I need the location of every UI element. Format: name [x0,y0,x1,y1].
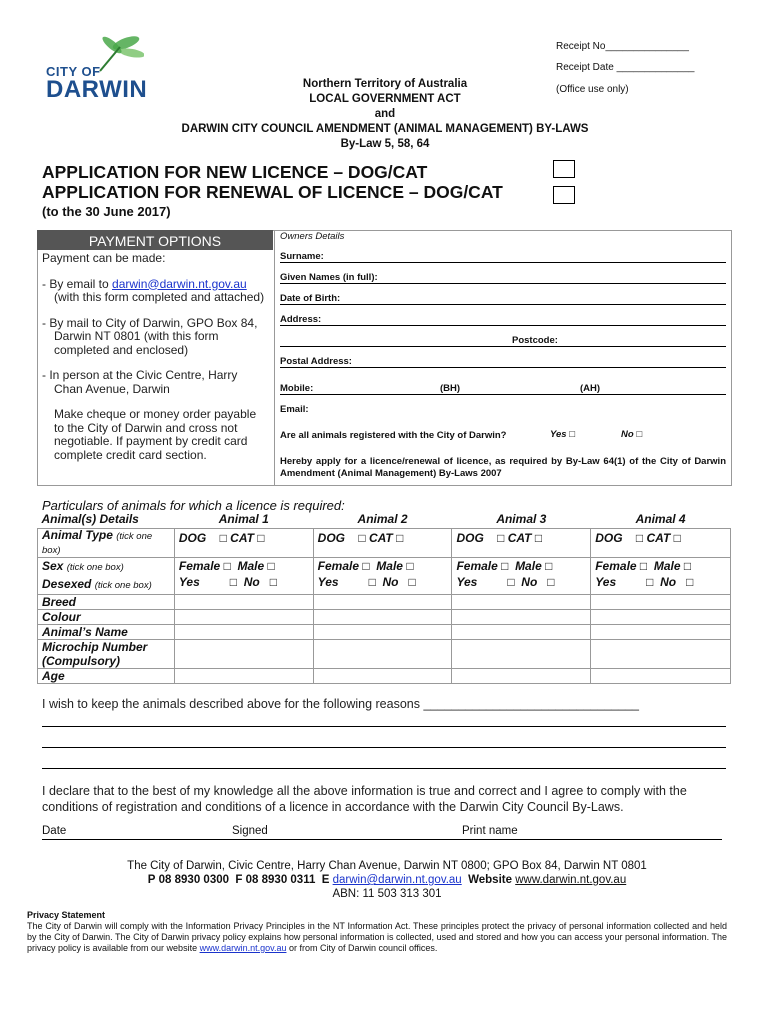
animal-4-microchip[interactable] [591,640,731,669]
reasons-text[interactable]: I wish to keep the animals described above for the following reasons _______________________________ [42,697,639,711]
owners-details-heading: Owners Details [280,231,345,242]
postal-address-field[interactable]: Postal Address: [280,356,726,368]
animal-2-heading: Animal 2 [357,512,408,526]
animal-1-breed[interactable] [174,595,313,610]
date-label: Date [42,825,67,837]
breed-row [38,595,731,610]
payment-options-heading: PAYMENT OPTIONS [37,230,273,250]
privacy-end: or from City of Darwin council offices. [286,943,438,953]
colour-label: Colour [38,610,175,625]
postcode-field[interactable]: Postcode: [280,335,726,347]
ah-label: (AH) [580,383,601,394]
animal-4-type[interactable]: DOG □ CAT □ [591,529,731,558]
animal-4-heading: Animal 4 [635,512,686,526]
surname-field[interactable]: Surname: [280,251,726,263]
hereby-apply-text: Hereby apply for a licence/renewal of licence, as required by By-Law 64(1) of the City of Darwin Amendment (Animal Management) By-Laws 2007 [280,456,726,479]
name-row [38,625,731,640]
animal-1-age[interactable] [174,669,313,684]
animal-1-colour[interactable] [174,610,313,625]
footer-contact: P 08 8930 0300 F 08 8930 0311 E darwin@darwin.nt.gov.au Website www.darwin.nt.gov.au [147,874,627,886]
privacy-statement [27,910,727,954]
payment-intro: Payment can be made: [42,251,166,265]
animal-4-name[interactable] [591,625,731,640]
footer-phone: 08 8930 0300 [158,874,230,886]
footer-address: The City of Darwin, Civic Centre, Harry Chan Avenue, Darwin NT 0800; GPO Box 84, Darwin NT 0801 [127,860,647,872]
animal-4-colour[interactable] [591,610,731,625]
header-line-2: LOCAL GOVERNMENT ACT [309,93,461,105]
payment-email: - By email to darwin@darwin.nt.gov.au (with this form completed and attached) [42,276,265,304]
email-label: Email: [280,404,309,415]
given-names-field[interactable]: Given Names (in full): [280,272,726,284]
payment-mail: - By mail to City of Darwin, GPO Box 84, Darwin NT 0801 (with this form completed and enclosed) [42,315,258,357]
animal-1-heading: Animal 1 [218,512,269,526]
dob-field[interactable]: Date of Birth: [280,293,726,305]
animal-2-colour[interactable] [313,610,452,625]
header-line-3: and [374,108,396,120]
footer-block [42,859,732,901]
breed-label: Breed [38,595,175,610]
animal-2-age[interactable] [313,669,452,684]
title-renewal-licence: APPLICATION FOR RENEWAL OF LICENCE – DOG/CAT [42,182,503,202]
sex-desexed-label: Sex (tick one box) Desexed (tick one box) [38,558,175,595]
signature-line[interactable] [42,825,722,840]
animal-3-type[interactable]: DOG □ CAT □ [452,529,591,558]
registered-yes-checkbox[interactable]: □ [569,429,575,440]
animal-4-sex-desexed[interactable]: Female □ Male □ Yes □ No □ [591,558,731,595]
reasons-line-2[interactable] [42,733,726,748]
payment-options-text [42,252,268,462]
reasons-line-3[interactable] [42,754,726,769]
animal-type-label: Animal Type (tick one box) [38,529,175,558]
new-licence-checkbox[interactable] [553,160,575,178]
reasons-line-1[interactable] [42,712,726,727]
animal-3-microchip[interactable] [452,640,591,669]
header-block [140,77,630,152]
animal-1-name[interactable] [174,625,313,640]
header-line-5: By-Law 5, 58, 64 [340,138,430,150]
animal-3-age[interactable] [452,669,591,684]
animals-table [37,512,731,684]
animal-2-sex-desexed[interactable]: Female □ Male □ Yes □ No □ [313,558,452,595]
microchip-row [38,640,731,669]
receipt-date: Receipt Date ______________ [556,62,695,73]
logo-darwin-text: DARWIN [46,76,148,103]
title-new-licence: APPLICATION FOR NEW LICENCE – DOG/CAT [42,162,428,182]
animal-1-type[interactable]: DOG □ CAT □ [174,529,313,558]
receipt-no: Receipt No_______________ [556,41,689,52]
payment-person: - In person at the Civic Centre, Harry Chan Avenue, Darwin [42,368,238,396]
registered-no-checkbox[interactable]: □ [636,429,643,440]
footer-abn: ABN: 11 503 313 301 [332,888,442,900]
bh-label: (BH) [440,383,461,394]
registered-no[interactable]: No □ [621,429,643,440]
payment-cheque: Make cheque or money order payable to the City of Darwin and cross not negotiable. If payment by credit card complete credit card section. [54,407,257,462]
animals-details-heading: Animal(s) Details [41,512,139,526]
animal-4-age[interactable] [591,669,731,684]
animal-4-breed[interactable] [591,595,731,610]
animal-3-breed[interactable] [452,595,591,610]
declaration-text: I declare that to the best of my knowledge all the above information is true and correct and I agree to comply with the conditions of registration and conditions of a licence in accordance with the Darwin City Council By-Laws. [42,784,687,814]
renewal-licence-checkbox[interactable] [553,186,575,204]
signed-label: Signed [232,825,268,837]
header-line-4: DARWIN CITY COUNCIL AMENDMENT (ANIMAL MANAGEMENT) BY-LAWS [181,123,589,135]
header-line-1: Northern Territory of Australia [302,78,468,90]
print-name-label: Print name [462,825,518,837]
animal-2-breed[interactable] [313,595,452,610]
microchip-label: Microchip Number (Compulsory) [38,640,175,669]
footer-fax: 08 8930 0311 [245,874,316,886]
animal-2-name[interactable] [313,625,452,640]
age-row [38,669,731,684]
animal-type-row [38,529,731,558]
footer-website-link[interactable]: www.darwin.nt.gov.au [515,874,627,886]
office-use-note: (Office use only) [556,84,629,95]
age-label: Age [38,669,175,684]
title-date: (to the 30 June 2017) [42,204,171,219]
animal-3-colour[interactable] [452,610,591,625]
animal-2-type[interactable]: DOG □ CAT □ [313,529,452,558]
animal-3-name[interactable] [452,625,591,640]
animal-2-microchip[interactable] [313,640,452,669]
animal-3-sex-desexed[interactable]: Female □ Male □ Yes □ No □ [452,558,591,595]
logo-city-text: CITY OF [46,64,101,79]
privacy-title: Privacy Statement [27,910,106,920]
animal-3-heading: Animal 3 [496,512,547,526]
privacy-text: The City of Darwin will comply with the Information Privacy Principles in the NT Information Act. These principles protect the privacy of personal information collected and held by the City of Darwin. The City of Darwin privacy policy explains how personal information is collected, used and stored and how you can access your personal information. The privacy policy is available from our website [27,921,727,953]
animal-name-label: Animal’s Name [38,625,175,640]
phone-field[interactable] [280,383,726,395]
sex-desexed-row [38,558,731,595]
particulars-text: Particulars of animals for which a licence is required: [42,498,345,513]
address-field[interactable]: Address: [280,314,726,326]
mobile-label: Mobile: [280,383,314,394]
registered-yes[interactable]: Yes □ [550,429,575,440]
animal-1-sex-desexed[interactable]: Female □ Male □ Yes □ No □ [174,558,313,595]
privacy-website-link[interactable]: www.darwin.nt.gov.au [199,943,287,953]
animal-1-microchip[interactable] [174,640,313,669]
registered-question: Are all animals registered with the City of Darwin? [280,430,507,441]
footer-email-link[interactable]: darwin@darwin.nt.gov.au [332,874,462,886]
payment-email-link[interactable]: darwin@darwin.nt.gov.au [112,276,247,291]
animals-header-row [38,512,731,529]
colour-row [38,610,731,625]
